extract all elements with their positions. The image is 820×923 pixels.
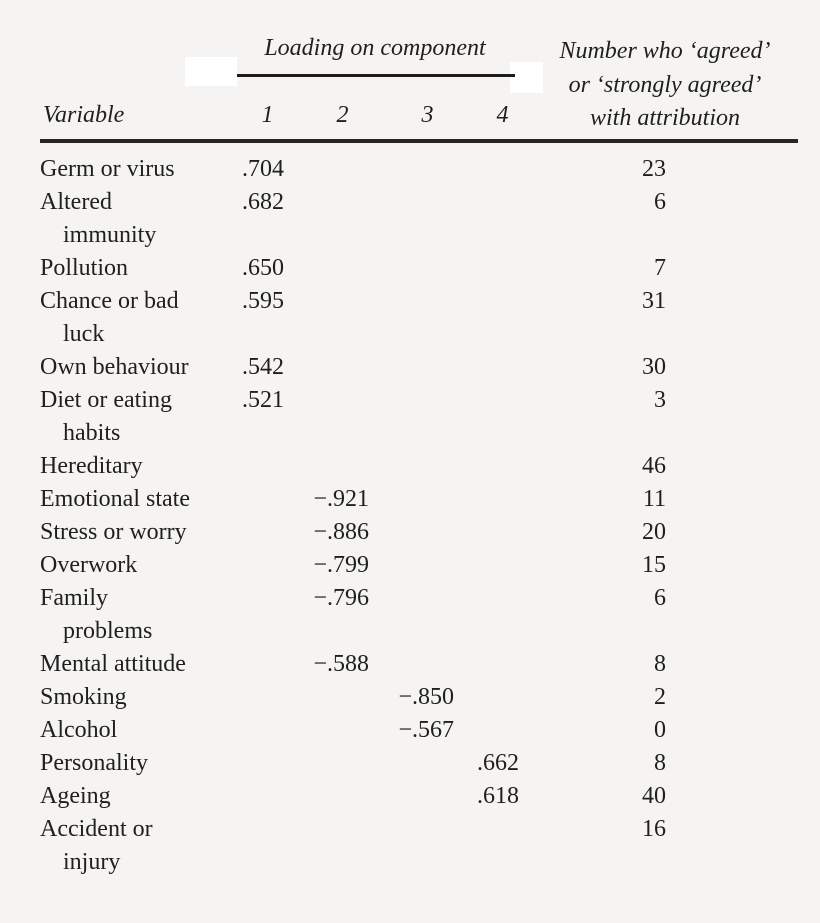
table-body [40,153,800,879]
table-row [40,747,800,780]
variable-name-line1: Germ or virus [40,156,175,182]
loading-component-1-cell: .542 [242,354,284,380]
agreed-count-cell: 46 [642,453,666,479]
variable-cell [40,582,235,648]
agreed-count-cell: 3 [654,387,666,413]
component-2-header: 2 [336,102,349,128]
variable-name-line1: Accident or [40,816,153,842]
loading-component-1-cell: .650 [242,255,284,281]
agreed-count-cell: 6 [654,189,666,215]
loading-component-2-cell: −.796 [313,585,369,611]
loading-component-2-cell: −.921 [313,486,369,512]
agreed-count-cell: 23 [642,156,666,182]
variable-name-line2: habits [63,420,121,446]
variable-cell [40,549,235,582]
variable-cell [40,252,235,285]
variable-name-line1: Altered [40,189,112,215]
table-row [40,549,800,582]
agreed-count-cell: 0 [654,717,666,743]
loading-on-component-label: Loading on component [264,35,486,61]
component-4-header: 4 [496,102,509,128]
table-header-rule [40,139,798,143]
white-patch-left [185,57,237,86]
table-row [40,582,800,648]
agreed-count-cell: 8 [654,750,666,776]
agreed-count-cell: 40 [642,783,666,809]
loading-component-4-cell: .618 [477,783,519,809]
variable-cell [40,351,235,384]
variable-cell [40,681,235,714]
variable-cell [40,714,235,747]
agreed-count-header [533,35,797,136]
variable-name-line1: Ageing [40,783,111,809]
table-row [40,483,800,516]
table-row [40,384,800,450]
table-row [40,153,800,186]
variable-cell [40,747,235,780]
loading-component-2-cell: −.588 [313,651,369,677]
variable-cell [40,450,235,483]
table-row [40,252,800,285]
agreed-count-cell: 31 [642,288,666,314]
variable-name-line1: Stress or worry [40,519,187,545]
component-1-header: 1 [261,102,274,128]
variable-name-line1: Personality [40,750,148,776]
agreed-count-header-line2: or ‘strongly agreed’ [568,71,762,98]
variable-name-line1: Diet or eating [40,387,172,413]
variable-name-line1: Own behaviour [40,354,189,380]
variable-name-line2: injury [63,849,121,875]
variable-cell [40,384,235,450]
variable-cell [40,483,235,516]
table-row [40,648,800,681]
variable-name-line1: Pollution [40,255,129,281]
agreed-count-header-line3: with attribution [589,105,741,131]
agreed-count-cell: 30 [642,354,666,380]
variable-cell [40,516,235,549]
table-row [40,450,800,483]
table-row [40,351,800,384]
variable-name-line1: Alcohol [40,717,118,743]
loading-component-1-cell: .682 [242,189,284,215]
loading-component-1-cell: .521 [242,387,284,413]
loading-component-2-cell: −.886 [313,519,369,545]
table-row [40,780,800,813]
table-row [40,813,800,879]
loading-component-2-cell: −.799 [313,552,369,578]
agreed-count-cell: 16 [642,816,666,842]
agreed-count-cell: 2 [654,684,666,710]
table-row [40,285,800,351]
variable-name-line1: Family [40,585,109,611]
variable-cell [40,285,235,351]
variable-name-line2: problems [63,618,153,644]
variable-name-line2: immunity [63,222,157,248]
variable-name-line2: luck [63,321,105,347]
agreed-count-cell: 8 [654,651,666,677]
variable-name-line1: Hereditary [40,453,143,479]
loading-component-3-cell: −.850 [398,684,454,710]
variable-cell [40,186,235,252]
variable-column-header: Variable [43,102,125,128]
variable-name-line1: Smoking [40,684,127,710]
loading-component-1-cell: .704 [242,156,284,182]
table-row [40,186,800,252]
variable-cell [40,780,235,813]
loading-group-underline [237,74,515,77]
variable-cell [40,153,235,186]
variable-cell [40,813,235,879]
variable-cell [40,648,235,681]
loading-component-1-cell: .595 [242,288,284,314]
table-row [40,714,800,747]
variable-name-line1: Mental attitude [40,651,186,677]
variable-name-line1: Emotional state [40,486,190,512]
agreed-count-header-line1: Number who ‘agreed’ [559,38,771,64]
table-row [40,681,800,714]
table-row [40,516,800,549]
loading-component-4-cell: .662 [477,750,519,776]
agreed-count-cell: 15 [642,552,666,578]
variable-name-line1: Overwork [40,552,138,578]
variable-name-line1: Chance or bad [40,288,179,314]
agreed-count-cell: 20 [642,519,666,545]
agreed-count-cell: 11 [642,486,666,512]
agreed-count-cell: 7 [654,255,666,281]
component-3-header: 3 [421,102,434,128]
loading-component-3-cell: −.567 [398,717,454,743]
agreed-count-cell: 6 [654,585,666,611]
